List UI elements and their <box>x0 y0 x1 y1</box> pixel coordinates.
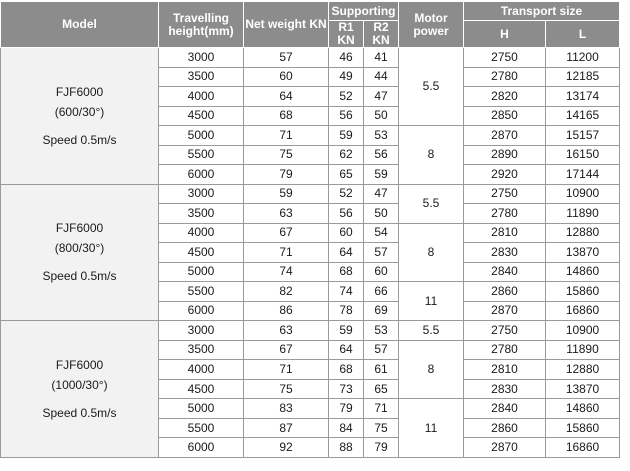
r1-cell: 49 <box>329 67 364 87</box>
weight-cell: 83 <box>244 399 329 419</box>
transport-l-cell: 11890 <box>546 340 620 360</box>
r2-cell: 65 <box>364 379 399 399</box>
header-supporting: Supporting <box>329 2 399 21</box>
r1-cell: 79 <box>329 399 364 419</box>
height-cell: 6000 <box>159 301 244 321</box>
model-cell <box>1 48 159 185</box>
weight-cell: 68 <box>244 106 329 126</box>
height-cell: 4000 <box>159 87 244 107</box>
weight-cell: 79 <box>244 165 329 185</box>
transport-h-cell: 2750 <box>464 48 546 68</box>
model-line: Speed 0.5m/s <box>42 406 117 421</box>
motor-power-cell: 5.5 <box>399 321 464 341</box>
transport-h-cell: 2830 <box>464 243 546 263</box>
r2-cell: 56 <box>364 145 399 165</box>
r2-cell: 50 <box>364 106 399 126</box>
r1-cell: 65 <box>329 165 364 185</box>
table-row <box>1 184 620 204</box>
motor-power-cell: 11 <box>399 282 464 321</box>
height-cell: 5000 <box>159 126 244 146</box>
r1-cell: 68 <box>329 360 364 380</box>
transport-l-cell: 14165 <box>546 106 620 126</box>
r2-cell: 60 <box>364 262 399 282</box>
r2-cell: 54 <box>364 223 399 243</box>
transport-h-cell: 2750 <box>464 321 546 341</box>
r1-cell: 74 <box>329 282 364 302</box>
transport-l-cell: 15860 <box>546 282 620 302</box>
transport-l-cell: 13870 <box>546 379 620 399</box>
transport-l-cell: 15860 <box>546 418 620 438</box>
r1-cell: 64 <box>329 243 364 263</box>
weight-cell: 64 <box>244 87 329 107</box>
r2-cell: 47 <box>364 184 399 204</box>
r1-cell: 52 <box>329 184 364 204</box>
weight-cell: 59 <box>244 184 329 204</box>
transport-l-cell: 13174 <box>546 87 620 107</box>
transport-l-cell: 14860 <box>546 262 620 282</box>
motor-power-cell: 11 <box>399 399 464 458</box>
height-cell: 5000 <box>159 399 244 419</box>
transport-h-cell: 2860 <box>464 282 546 302</box>
transport-l-cell: 16860 <box>546 438 620 458</box>
transport-h-cell: 2780 <box>464 340 546 360</box>
r1-cell: 64 <box>329 340 364 360</box>
header-h: H <box>464 21 546 48</box>
r2-cell: 61 <box>364 360 399 380</box>
height-cell: 4000 <box>159 223 244 243</box>
height-cell: 6000 <box>159 438 244 458</box>
r1-cell: 56 <box>329 106 364 126</box>
height-cell: 3500 <box>159 204 244 224</box>
transport-h-cell: 2860 <box>464 418 546 438</box>
r2-cell: 79 <box>364 438 399 458</box>
model-cell <box>1 321 159 458</box>
transport-l-cell: 12185 <box>546 67 620 87</box>
r1-cell: 52 <box>329 87 364 107</box>
weight-cell: 71 <box>244 360 329 380</box>
transport-h-cell: 2820 <box>464 87 546 107</box>
model-line: FJF6000 <box>55 84 104 99</box>
transport-h-cell: 2840 <box>464 262 546 282</box>
r2-cell: 59 <box>364 165 399 185</box>
r1-cell: 84 <box>329 418 364 438</box>
weight-cell: 86 <box>244 301 329 321</box>
transport-h-cell: 2870 <box>464 438 546 458</box>
transport-h-cell: 2850 <box>464 106 546 126</box>
r1-cell: 88 <box>329 438 364 458</box>
transport-h-cell: 2870 <box>464 126 546 146</box>
r1-cell: 46 <box>329 48 364 68</box>
weight-cell: 67 <box>244 340 329 360</box>
transport-l-cell: 12880 <box>546 223 620 243</box>
motor-power-cell: 8 <box>399 223 464 282</box>
height-cell: 3000 <box>159 321 244 341</box>
motor-power-cell: 8 <box>399 340 464 399</box>
height-cell: 5500 <box>159 418 244 438</box>
transport-h-cell: 2920 <box>464 165 546 185</box>
motor-power-cell: 5.5 <box>399 48 464 126</box>
table-row <box>1 48 620 68</box>
weight-cell: 87 <box>244 418 329 438</box>
r2-cell: 41 <box>364 48 399 68</box>
transport-l-cell: 17144 <box>546 165 620 185</box>
transport-l-cell: 13870 <box>546 243 620 263</box>
r1-cell: 56 <box>329 204 364 224</box>
height-cell: 4500 <box>159 243 244 263</box>
header-motor-power: Motor power <box>399 2 464 48</box>
r1-cell: 60 <box>329 223 364 243</box>
model-line: (600/30°) <box>54 104 105 119</box>
motor-power-cell: 8 <box>399 126 464 185</box>
header-r1: R1 KN <box>329 21 364 48</box>
header-net-weight: Net weight KN <box>244 2 329 48</box>
weight-cell: 71 <box>244 243 329 263</box>
height-cell: 3000 <box>159 184 244 204</box>
weight-cell: 82 <box>244 282 329 302</box>
height-cell: 5500 <box>159 282 244 302</box>
r1-cell: 62 <box>329 145 364 165</box>
r1-cell: 73 <box>329 379 364 399</box>
r2-cell: 50 <box>364 204 399 224</box>
model-line: (1000/30°) <box>51 378 108 393</box>
header-travelling-height: Travelling height(mm) <box>159 2 244 48</box>
transport-l-cell: 10900 <box>546 184 620 204</box>
height-cell: 4000 <box>159 360 244 380</box>
transport-h-cell: 2890 <box>464 145 546 165</box>
model-cell <box>1 184 159 321</box>
transport-h-cell: 2870 <box>464 301 546 321</box>
transport-h-cell: 2750 <box>464 184 546 204</box>
height-cell: 4500 <box>159 379 244 399</box>
r2-cell: 57 <box>364 243 399 263</box>
r1-cell: 59 <box>329 126 364 146</box>
motor-power-cell: 5.5 <box>399 184 464 223</box>
weight-cell: 75 <box>244 379 329 399</box>
r2-cell: 75 <box>364 418 399 438</box>
model-line: FJF6000 <box>55 358 104 373</box>
r1-cell: 59 <box>329 321 364 341</box>
r2-cell: 53 <box>364 126 399 146</box>
weight-cell: 57 <box>244 48 329 68</box>
weight-cell: 74 <box>244 262 329 282</box>
height-cell: 3000 <box>159 48 244 68</box>
weight-cell: 71 <box>244 126 329 146</box>
model-line: Speed 0.5m/s <box>42 269 117 284</box>
transport-l-cell: 16150 <box>546 145 620 165</box>
r2-cell: 66 <box>364 282 399 302</box>
height-cell: 3500 <box>159 67 244 87</box>
height-cell: 3500 <box>159 340 244 360</box>
header-transport-size: Transport size <box>464 2 620 21</box>
header-r2: R2 KN <box>364 21 399 48</box>
transport-h-cell: 2780 <box>464 67 546 87</box>
r2-cell: 69 <box>364 301 399 321</box>
spec-table <box>0 1 620 458</box>
height-cell: 4500 <box>159 106 244 126</box>
weight-cell: 75 <box>244 145 329 165</box>
transport-h-cell: 2810 <box>464 360 546 380</box>
height-cell: 5000 <box>159 262 244 282</box>
transport-h-cell: 2810 <box>464 223 546 243</box>
r1-cell: 68 <box>329 262 364 282</box>
transport-l-cell: 14860 <box>546 399 620 419</box>
r2-cell: 57 <box>364 340 399 360</box>
height-cell: 5500 <box>159 145 244 165</box>
transport-l-cell: 16860 <box>546 301 620 321</box>
transport-l-cell: 11890 <box>546 204 620 224</box>
weight-cell: 63 <box>244 204 329 224</box>
transport-h-cell: 2780 <box>464 204 546 224</box>
header-l: L <box>546 21 620 48</box>
r2-cell: 71 <box>364 399 399 419</box>
transport-l-cell: 11200 <box>546 48 620 68</box>
model-line: FJF6000 <box>55 221 104 236</box>
table-body <box>1 48 620 458</box>
transport-l-cell: 10900 <box>546 321 620 341</box>
r1-cell: 78 <box>329 301 364 321</box>
r2-cell: 53 <box>364 321 399 341</box>
weight-cell: 92 <box>244 438 329 458</box>
transport-l-cell: 12880 <box>546 360 620 380</box>
height-cell: 6000 <box>159 165 244 185</box>
transport-h-cell: 2830 <box>464 379 546 399</box>
weight-cell: 63 <box>244 321 329 341</box>
model-line: (800/30°) <box>54 241 105 256</box>
table-row <box>1 321 620 341</box>
r2-cell: 47 <box>364 87 399 107</box>
transport-l-cell: 15157 <box>546 126 620 146</box>
r2-cell: 44 <box>364 67 399 87</box>
transport-h-cell: 2840 <box>464 399 546 419</box>
model-line: Speed 0.5m/s <box>42 132 117 147</box>
weight-cell: 60 <box>244 67 329 87</box>
weight-cell: 67 <box>244 223 329 243</box>
header-model: Model <box>1 2 159 48</box>
